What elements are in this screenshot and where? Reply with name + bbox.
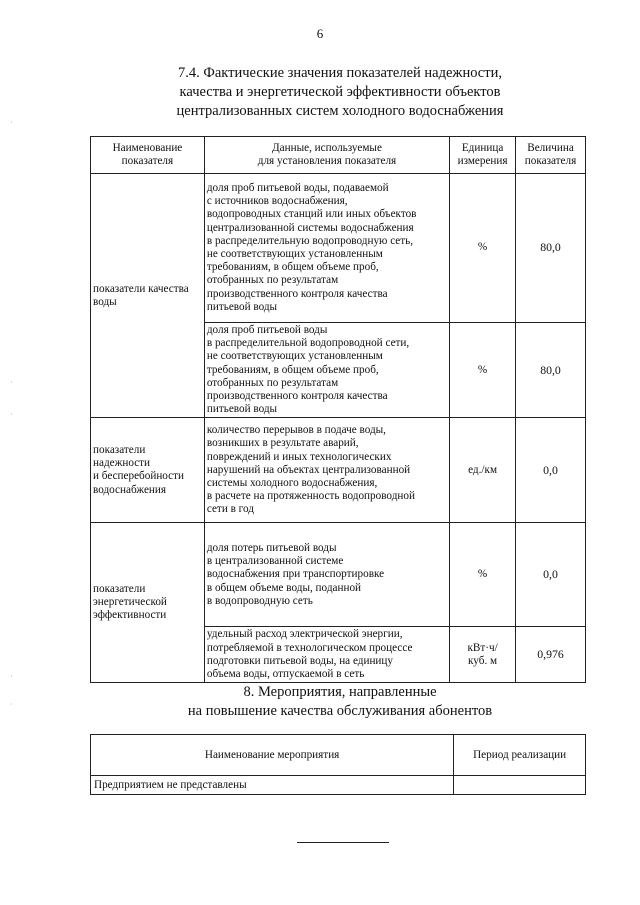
indicator-value: 0,0: [516, 418, 586, 523]
title-line: 7.4. Фактические значения показателей надежности,: [178, 65, 502, 81]
table-row: [91, 174, 586, 323]
indicator-unit: %: [450, 323, 516, 418]
margin-mark: ·: [10, 672, 13, 681]
header-name: Наименование показателя: [91, 137, 205, 174]
indicator-data: доля проб питьевой воды, подаваемой с источников водоснабжения, водопроводных станций или иных объектов централизованной системы водоснабжения в распределительную водопроводную сеть, не соответствующих установленным требованиям, в общем объеме проб, отобранных по результатам производственного контроля качества питьевой воды: [204, 174, 449, 323]
section-8-title: [60, 683, 620, 721]
header-data: Данные, используемые для установления показателя: [204, 137, 449, 174]
section-7-4-title: [60, 64, 620, 121]
indicator-value: 0,0: [516, 523, 586, 627]
table-row: [91, 523, 586, 627]
indicator-name: показатели качества воды: [91, 174, 205, 418]
indicator-value: 0,976: [516, 627, 586, 683]
indicator-data: доля проб питьевой воды в распределительной водопроводной сети, не соответствующих установленным требованиям, в общем объеме проб, отобранных по результатам производственного контроля качества питьевой воды: [204, 323, 449, 418]
indicator-data: доля потерь питьевой воды в централизованной системе водоснабжения при транспортировке в общем объеме воды, поданной в водопроводную сеть: [204, 523, 449, 627]
title-line: качества и энергетической эффективности объектов: [179, 84, 501, 100]
table-row: [91, 418, 586, 523]
margin-mark: ·: [10, 378, 13, 387]
indicator-data: удельный расход электрической энергии, потребляемой в технологическом процессе подготовки питьевой воды, на единицу объема воды, отпускаемой в сеть: [204, 627, 449, 683]
header-period: Период реализации: [454, 735, 586, 776]
title-line: на повышение качества обслуживания абонентов: [187, 703, 493, 719]
header-unit: Единица измерения: [450, 137, 516, 174]
measure-name: Предприятием не представлены: [91, 776, 454, 795]
indicator-name: показатели энергетической эффективности: [91, 523, 205, 683]
table-row: [91, 776, 586, 795]
indicator-value: 80,0: [516, 174, 586, 323]
header-measure-name: Наименование мероприятия: [91, 735, 454, 776]
table-header-row: [91, 137, 586, 174]
indicator-unit: %: [450, 523, 516, 627]
indicator-unit: ед./км: [450, 418, 516, 523]
indicator-unit: кВт·ч/ куб. м: [450, 627, 516, 683]
indicator-data: количество перерывов в подаче воды, возникших в результате аварий, повреждений и иных технологических нарушений на объектах централизованной системы холодного водоснабжения, в расчете на протяженность водопроводной сети в год: [204, 418, 449, 523]
margin-mark: ·: [10, 410, 13, 419]
footer-divider: [297, 842, 389, 843]
margin-mark: ·: [10, 118, 13, 127]
indicator-name: показатели надежности и бесперебойности водоснабжения: [91, 418, 205, 523]
indicator-value: 80,0: [516, 323, 586, 418]
indicators-table: [90, 136, 586, 683]
title-line: централизованных систем холодного водоснабжения: [176, 103, 504, 119]
page-number: 6: [316, 26, 324, 41]
indicator-unit: %: [450, 174, 516, 323]
table-header-row: [91, 735, 586, 776]
title-line: 8. Мероприятия, направленные: [243, 684, 437, 700]
measure-period: [454, 776, 586, 795]
header-value: Величина показателя: [516, 137, 586, 174]
margin-mark: ·: [10, 700, 13, 709]
measures-table: [90, 734, 586, 795]
